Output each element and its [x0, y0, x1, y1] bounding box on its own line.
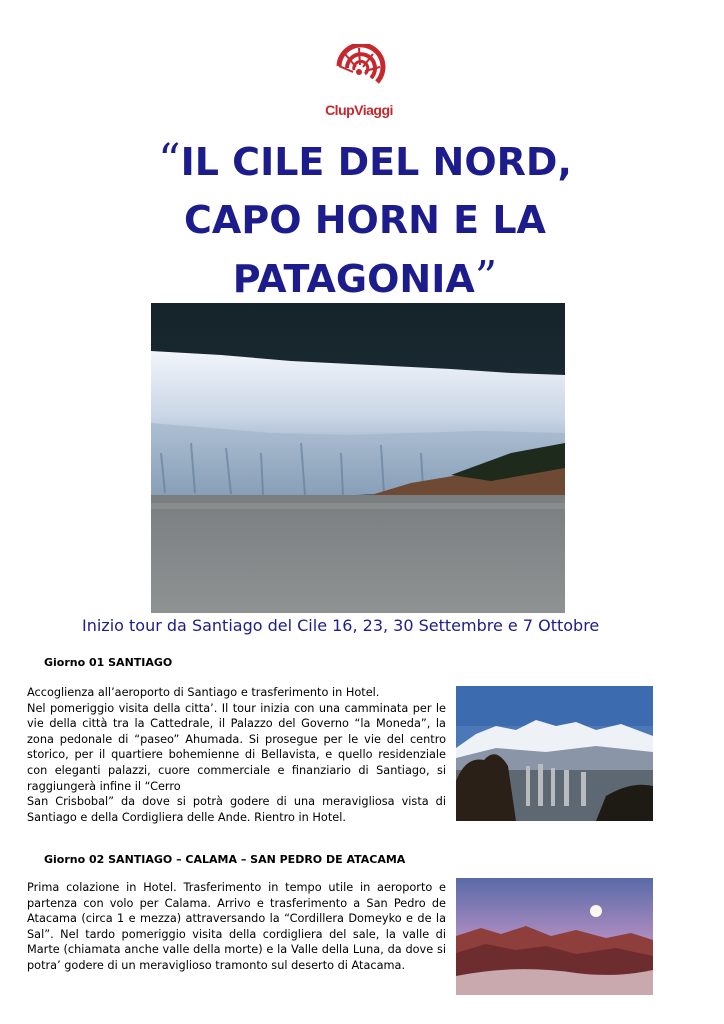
- glacier-photo: [151, 303, 565, 613]
- day-1-line: Nel pomeriggio visita della citta’. Il tour inizia con una camminata per le vie della città tra la Cattedrale, il Palazzo del Governo “la Moneda”, la zona pedonale di “paseo” Ahumada. Si prosegue per le vie del centro storico, per il quartiere bohemienne di Bellavista, e quello residenziale con eleganti palazzi, cuore commerciale e finanziario di Santiago, si raggiungerà infine il “Cerro: [27, 701, 446, 793]
- tour-dates: Inizio tour da Santiago del Cile 16, 23, 30 Settembre e 7 Ottobre: [82, 616, 600, 635]
- day-1-line: San Crisbobal” da dove si potrà godere di una meravigliosa vista di Santiago e della Cordigliera delle Ande. Rientro in Hotel.: [27, 795, 446, 824]
- title-open-quote: “: [158, 135, 181, 186]
- day-2-line: Prima colazione in Hotel. Trasferimento in tempo utile in aeroporto e partenza con volo per Calama. Arrivo e trasferimento a San Pedro de Atacama (circa 1 e mezza) attraversando la “Cordillera Domeyko e de la Sal”. Nel tardo pomeriggio visita della cordigliera del sale, la valle di Marte (chiamata anche valle della morte) e la Valle della Luna, da dove si potra’ godere di un meraviglioso tramonto sul deserto di Atacama.: [27, 881, 446, 972]
- day-1-text: [27, 685, 446, 825]
- santiago-photo: [456, 686, 653, 821]
- logo-brand-text: ClupViaggi: [325, 102, 393, 118]
- day-2-heading: Giorno 02 SANTIAGO – CALAMA – SAN PEDRO DE ATACAMA: [44, 853, 406, 866]
- day-2-text: [27, 880, 446, 974]
- day-1-line: Accoglienza all’aeroporto di Santiago e trasferimento in Hotel.: [27, 686, 380, 699]
- title-line-3: PATAGONIA: [232, 257, 475, 301]
- title-line-2: CAPO HORN E LA: [184, 198, 546, 242]
- title-line-1: IL CILE DEL NORD,: [180, 140, 572, 184]
- title-close-quote: ”: [474, 252, 498, 303]
- atacama-photo: [456, 878, 653, 995]
- day-1-heading: Giorno 01 SANTIAGO: [44, 656, 173, 669]
- page-title: [100, 132, 630, 308]
